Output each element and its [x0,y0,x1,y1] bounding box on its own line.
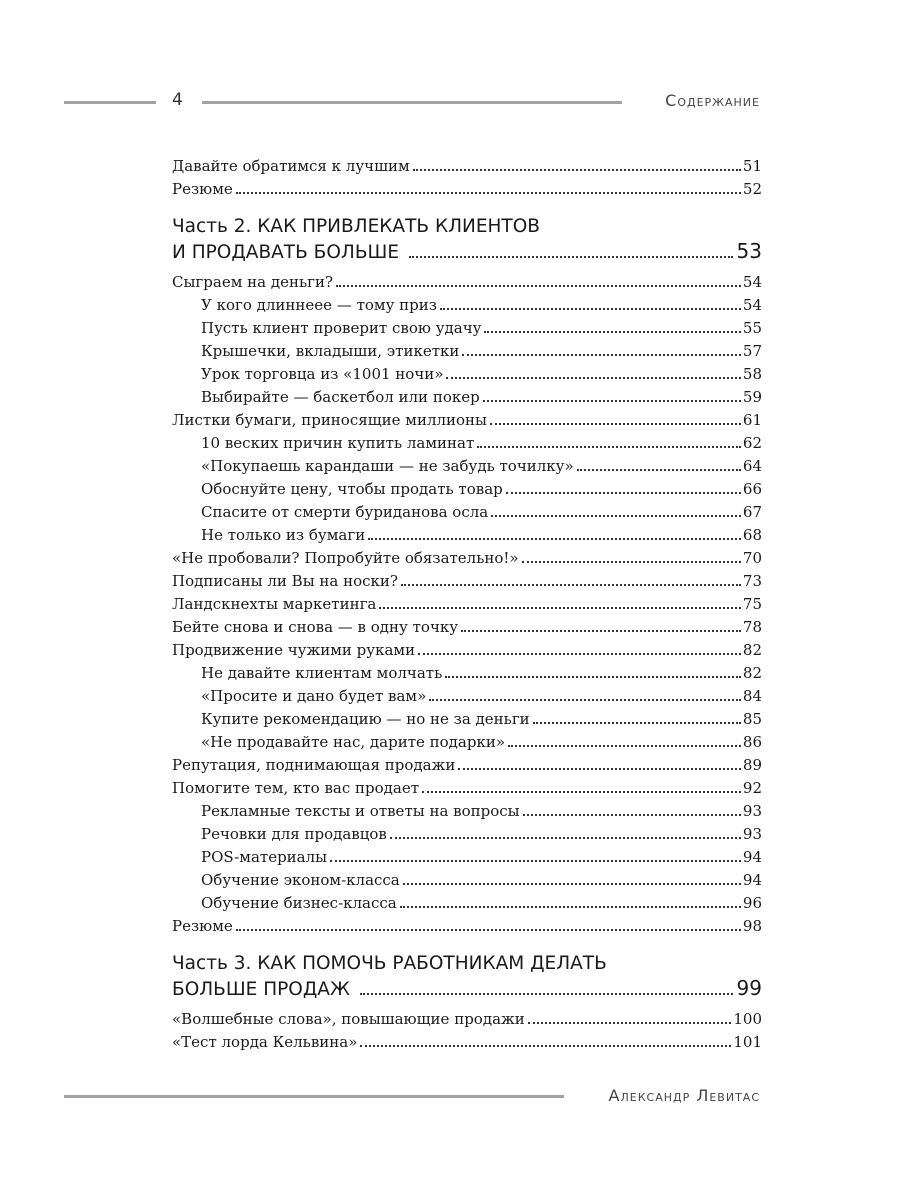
dot-leader [533,722,741,724]
toc-entry[interactable] [172,547,762,570]
toc-entry[interactable] [172,155,762,178]
toc-entry-page: 66 [742,480,762,498]
dot-leader [458,768,741,770]
toc-entry[interactable] [172,915,762,938]
toc-entry-page: 52 [742,180,762,198]
dot-leader [461,630,741,632]
toc-entry[interactable] [172,1031,762,1054]
section-title: Содержание [665,91,760,110]
dot-leader [379,607,741,609]
toc-entry[interactable] [172,754,762,777]
toc-entry-title: «Не пробовали? Попробуйте обязательно!» [172,549,519,567]
toc-entry[interactable] [172,800,762,823]
toc-entry-title: Резюме [172,180,233,198]
toc-entry-title: Сыграем на деньги? [172,273,334,291]
toc-entry-page: 62 [742,434,762,452]
toc-entry-page: 55 [742,319,762,337]
header-rule-left [64,101,156,104]
toc-entry-title: «Просите и дано будет вам» [201,687,427,705]
dot-leader [390,837,741,839]
toc-entry-page: 75 [742,595,762,613]
toc-entry-title: Купите рекомендацию — но не за деньги [201,710,530,728]
dot-leader [401,584,741,586]
dot-leader [409,256,733,258]
dot-leader [429,699,741,701]
toc-entry-title: POS-материалы [201,848,328,866]
dot-leader [445,676,741,678]
toc-entry-page: 94 [742,848,762,866]
toc-entry-title: Речовки для продавцов [201,825,387,843]
toc-entry-title: Ландскнехты маркетинга [172,595,377,613]
dot-leader [446,377,740,379]
toc-entries-before [172,155,762,201]
toc-entry[interactable] [172,501,762,524]
toc-entry[interactable] [172,1008,762,1031]
dot-leader [506,492,741,494]
toc-entry-title: Бейте снова и снова — в одну точку [172,618,459,636]
toc-entry-title: «Волшебные слова», повышающие продажи [172,1010,525,1028]
toc-entry-page: 54 [742,296,762,314]
page-number: 4 [172,90,183,110]
toc-entry-title: Выбирайте — баскетбол или покер [201,388,480,406]
toc-entry[interactable] [172,892,762,915]
toc-entry-title: Урок торговца из «1001 ночи» [201,365,444,383]
toc-entry-page: 86 [742,733,762,751]
dot-leader [462,354,741,356]
toc-entry[interactable] [172,731,762,754]
toc-entry-title: Репутация, поднимающая продажи [172,756,456,774]
toc-entry-page: 101 [733,1033,762,1051]
dot-leader [477,446,741,448]
toc-entry[interactable] [172,570,762,593]
dot-leader [490,423,741,425]
toc-entry-title: «Не продавайте нас, дарите подарки» [201,733,505,751]
part-3-page: 99 [736,976,762,1000]
toc-entry[interactable] [172,271,762,294]
dot-leader [330,860,741,862]
toc-entry-page: 67 [742,503,762,521]
toc-entry[interactable] [172,685,762,708]
dot-leader [360,1045,731,1047]
toc-entry-page: 61 [742,411,762,429]
toc-entry-title: Обучение бизнес-класса [201,894,397,912]
toc-entry-page: 93 [742,802,762,820]
toc-entry-page: 92 [742,779,762,797]
part-2-title-line-1: Часть 2. КАК ПРИВЛЕКАТЬ КЛИЕНТОВ [172,216,540,237]
toc-entry-page: 82 [742,664,762,682]
toc-entry-title: Давайте обратимся к лучшим [172,157,410,175]
toc-entry-title: «Тест лорда Кельвина» [172,1033,358,1051]
toc-entry-title: У кого длиннеее — тому приз [201,296,437,314]
toc-entry[interactable] [172,593,762,616]
dot-leader [403,883,741,885]
toc-entry[interactable] [172,708,762,731]
dot-leader [483,400,741,402]
dot-leader [236,192,741,194]
part-3-heading [172,952,762,1002]
page-footer [64,1086,764,1112]
dot-leader [368,538,741,540]
toc-entry-page: 70 [742,549,762,567]
toc-entry-title: Пусть клиент проверит свою удачу [201,319,482,337]
part-3-entries [172,1008,762,1054]
toc-entry-page: 85 [742,710,762,728]
toc-entry-page: 98 [742,917,762,935]
part-2-page: 53 [736,239,762,263]
dot-leader [418,653,741,655]
dot-leader [400,906,741,908]
footer-rule [64,1095,564,1098]
toc-entry-page: 51 [742,157,762,175]
toc-entry-title: Крышечки, вкладыши, этикетки [201,342,460,360]
toc-entry-title: Спасите от смерти буриданова осла [201,503,489,521]
toc-entry-page: 100 [733,1010,762,1028]
dot-leader [484,331,740,333]
toc-entry-page: 54 [742,273,762,291]
dot-leader [360,993,733,995]
dot-leader [440,308,741,310]
toc-entry[interactable] [172,432,762,455]
part-2-title-line-2: И ПРОДАВАТЬ БОЛЬШЕ [172,242,400,263]
toc-entry[interactable] [172,662,762,685]
part-3-title-line-2: БОЛЬШЕ ПРОДАЖ [172,979,350,1000]
toc-entry-title: Рекламные тексты и ответы на вопросы [201,802,520,820]
toc-entry[interactable] [172,846,762,869]
toc-entry-title: Продвижение чужими руками [172,641,416,659]
toc-entry[interactable] [172,478,762,501]
part-3-title-line-1: Часть 3. КАК ПОМОЧЬ РАБОТНИКАМ ДЕЛАТЬ [172,953,607,974]
toc-entry[interactable] [172,340,762,363]
toc-entry-page: 68 [742,526,762,544]
table-of-contents [172,155,762,1054]
toc-entry-title: Подписаны ли Вы на носки? [172,572,398,590]
dot-leader [577,469,741,471]
dot-leader [236,929,741,931]
toc-entry[interactable] [172,869,762,892]
toc-entry-page: 82 [742,641,762,659]
dot-leader [528,1022,732,1024]
toc-entry[interactable] [172,616,762,639]
page-header [64,90,764,116]
dot-leader [422,791,741,793]
toc-entry[interactable] [172,294,762,317]
toc-entry-title: «Покупаешь карандаши — не забудь точилку» [201,457,574,475]
toc-entry-title: Помогите тем, кто вас продает [172,779,420,797]
toc-entry[interactable] [172,363,762,386]
header-rule-middle [202,101,622,104]
toc-entry-page: 57 [742,342,762,360]
toc-entry-page: 96 [742,894,762,912]
toc-entry-page: 59 [742,388,762,406]
toc-entry-page: 84 [742,687,762,705]
toc-entry[interactable] [172,639,762,662]
toc-entry[interactable] [172,317,762,340]
toc-entry-title: Листки бумаги, приносящие миллионы [172,411,487,429]
dot-leader [413,169,741,171]
toc-entry[interactable] [172,455,762,478]
dot-leader [523,814,741,816]
dot-leader [491,515,741,517]
dot-leader [336,285,741,287]
toc-entry-page: 58 [742,365,762,383]
toc-entry-page: 89 [742,756,762,774]
toc-entry-page: 64 [742,457,762,475]
part-2-entries [172,271,762,938]
toc-entry[interactable] [172,409,762,432]
toc-entry[interactable] [172,823,762,846]
toc-entry[interactable] [172,524,762,547]
toc-entry-page: 94 [742,871,762,889]
part-2-heading [172,215,762,265]
toc-entry[interactable] [172,386,762,409]
dot-leader [522,561,741,563]
dot-leader [508,745,741,747]
toc-entry-page: 73 [742,572,762,590]
toc-entry-title: Резюме [172,917,233,935]
toc-entry-title: Обучение эконом-класса [201,871,400,889]
toc-entry-title: Обоснуйте цену, чтобы продать товар [201,480,503,498]
toc-entry-page: 78 [742,618,762,636]
toc-entry-title: Не давайте клиентам молчать [201,664,443,682]
author-name: Александр Левитас [608,1086,760,1105]
toc-entry-page: 93 [742,825,762,843]
toc-entry[interactable] [172,777,762,800]
toc-entry-title: Не только из бумаги [201,526,366,544]
toc-entry-title: 10 веских причин купить ламинат [201,434,475,452]
toc-entry[interactable] [172,178,762,201]
